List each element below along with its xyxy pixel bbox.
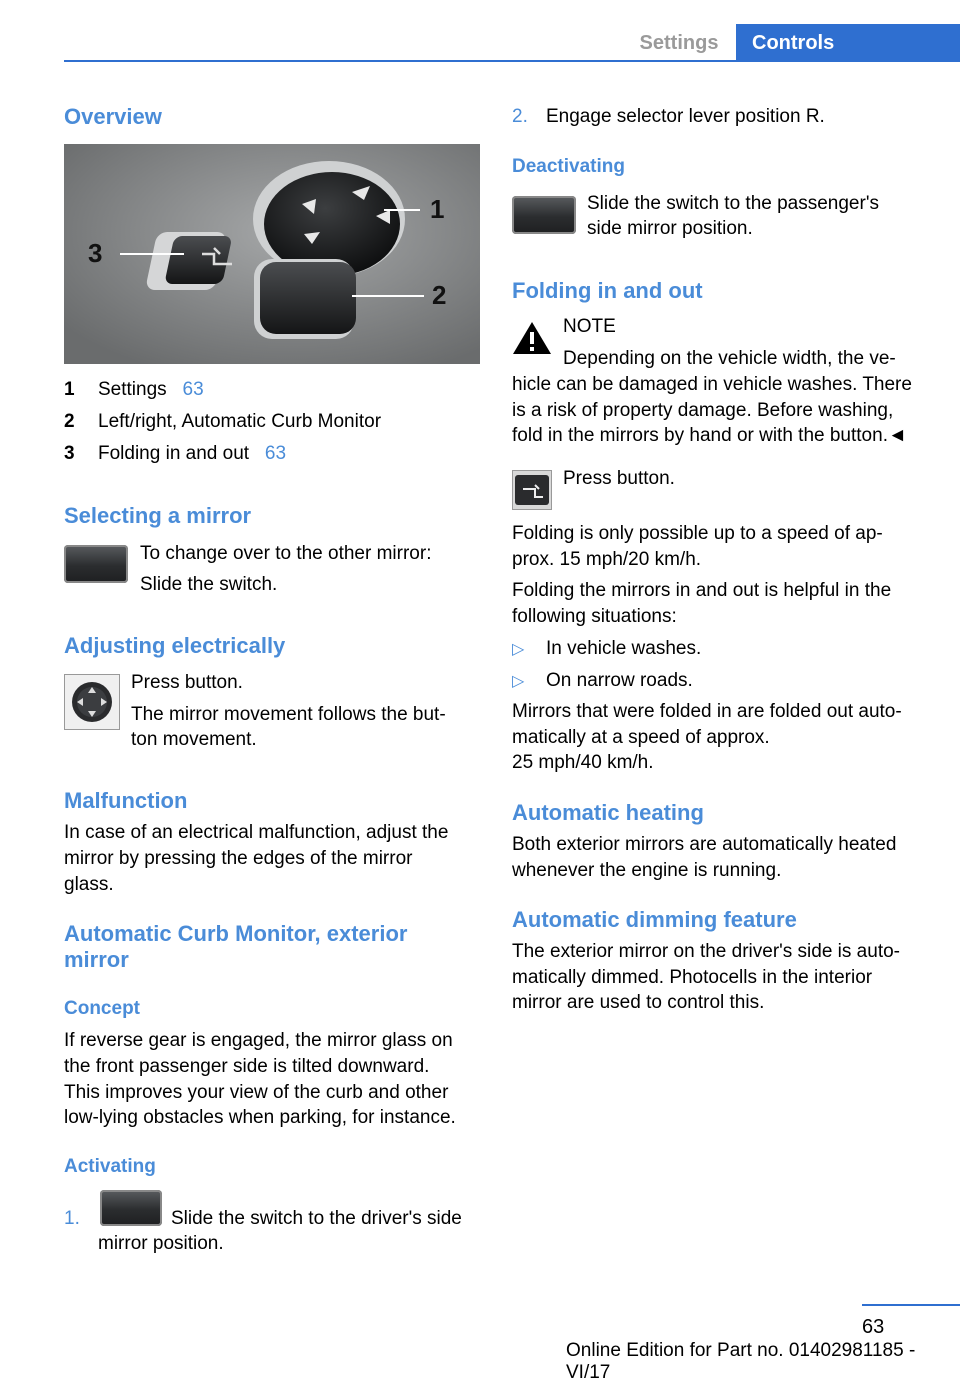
note-label: NOTE (563, 316, 616, 337)
footer-rule (862, 1304, 960, 1306)
section-title-curb-monitor: Automatic Curb Monitor, exterior (64, 921, 408, 946)
bullet-icon: ▷ (512, 673, 525, 690)
text-line: This improves your view of the curb and other (64, 1082, 449, 1103)
text-line: Folding is only possible up to a speed of ap‐ (512, 523, 883, 544)
text-line: whenever the engine is running. (512, 860, 782, 881)
text-line: To change over to the other mirror: (140, 543, 432, 564)
text-line: The mirror movement follows the but‐ (131, 704, 446, 725)
text-line: hicle can be damaged in vehicle washes. There (512, 374, 912, 395)
page-ref-link[interactable]: 63 (264, 443, 287, 464)
text-line: low-lying obstacles when parking, for instance. (64, 1107, 456, 1128)
subsection-title-activating: Activating (64, 1156, 156, 1177)
text-line: The exterior mirror on the driver's side is auto‐ (512, 941, 900, 962)
text-line: fold in the mirrors by hand or with the button.◄ (512, 425, 907, 446)
legend-num: 3 (64, 443, 75, 464)
text-line: Press button. (131, 672, 243, 693)
header-rule (64, 60, 960, 62)
text-line: Slide the switch to the passenger's (587, 193, 879, 214)
text-line: In vehicle washes. (546, 638, 702, 659)
section-title-adjusting: Adjusting electrically (64, 633, 286, 658)
step-number: 2. (512, 106, 528, 127)
figure-label-3: 3 (88, 238, 103, 268)
text-line: Depending on the vehicle width, the ve‐ (563, 348, 896, 369)
page-number: 63 (862, 1316, 885, 1338)
section-title-selecting: Selecting a mirror (64, 503, 252, 528)
text-line: glass. (64, 874, 114, 895)
section-title-malfunction: Malfunction (64, 788, 188, 813)
legend-text: Folding in and out 63 (98, 443, 287, 464)
tab-controls[interactable]: Controls (736, 24, 960, 62)
subsection-title-deactivating: Deactivating (512, 156, 625, 177)
section-title-dimming: Automatic dimming feature (512, 907, 797, 932)
text-line: ton movement. (131, 729, 257, 750)
mirror-controls-photo (64, 144, 480, 364)
legend-text: Settings 63 (98, 379, 204, 400)
text-line: mirror position. (98, 1233, 224, 1254)
page-ref-link[interactable]: 63 (182, 379, 204, 400)
text-line: Mirrors that were folded in are folded out auto‐ (512, 701, 902, 722)
switch-icon (512, 196, 576, 234)
text-line: prox. 15 mph/20 km/h. (512, 549, 702, 570)
tab-settings[interactable]: Settings (639, 31, 719, 54)
text-line: Engage selector lever position R. (546, 106, 825, 127)
legend-num: 1 (64, 379, 75, 400)
subsection-title-concept: Concept (64, 998, 140, 1019)
edition-footer: Online Edition for Part no. 01402981185 - VI/17 (566, 1340, 916, 1383)
text-line: the front passenger side is tilted downward. (64, 1056, 430, 1077)
text-line: 25 mph/40 km/h. (512, 752, 654, 773)
text-line: side mirror position. (587, 218, 753, 239)
text-line: matically at a speed of approx. (512, 727, 770, 748)
direction-pad-icon (64, 674, 120, 730)
legend-num: 2 (64, 411, 75, 432)
text-line: On narrow roads. (546, 670, 693, 691)
text-line: matically dimmed. Photocells in the interior (512, 967, 873, 988)
text-line: Folding the mirrors in and out is helpful in the (512, 580, 892, 601)
text-line: If reverse gear is engaged, the mirror glass on (64, 1030, 453, 1051)
mirror-controls-illustration (64, 144, 480, 364)
figure-label-2: 2 (432, 280, 447, 310)
text-line: Slide the switch to the driver's side (171, 1208, 462, 1229)
text-line: mirror by pressing the edges of the mirror (64, 848, 413, 869)
section-title-curb-monitor-cont: mirror (64, 947, 129, 972)
legend-text: Left/right, Automatic Curb Monitor (98, 411, 382, 432)
step-number: 1. (64, 1208, 80, 1229)
switch-icon (100, 1190, 162, 1226)
text-line: mirror are used to control this. (512, 992, 765, 1013)
text-line: Both exterior mirrors are automatically heated (512, 834, 897, 855)
fold-mirror-button-icon (512, 470, 552, 510)
figure-label-1: 1 (430, 194, 445, 224)
text-line: In case of an electrical malfunction, adjust the (64, 822, 449, 843)
section-title-heating: Automatic heating (512, 800, 704, 825)
text-line: Press button. (563, 468, 675, 489)
bullet-icon: ▷ (512, 641, 525, 658)
switch-icon (64, 545, 128, 583)
warning-icon (512, 320, 552, 356)
text-line: is a risk of property damage. Before washing, (512, 400, 894, 421)
text-line: following situations: (512, 606, 677, 627)
section-title-overview: Overview (64, 104, 162, 129)
section-title-folding: Folding in and out (512, 278, 703, 303)
text-line: Slide the switch. (140, 574, 278, 595)
